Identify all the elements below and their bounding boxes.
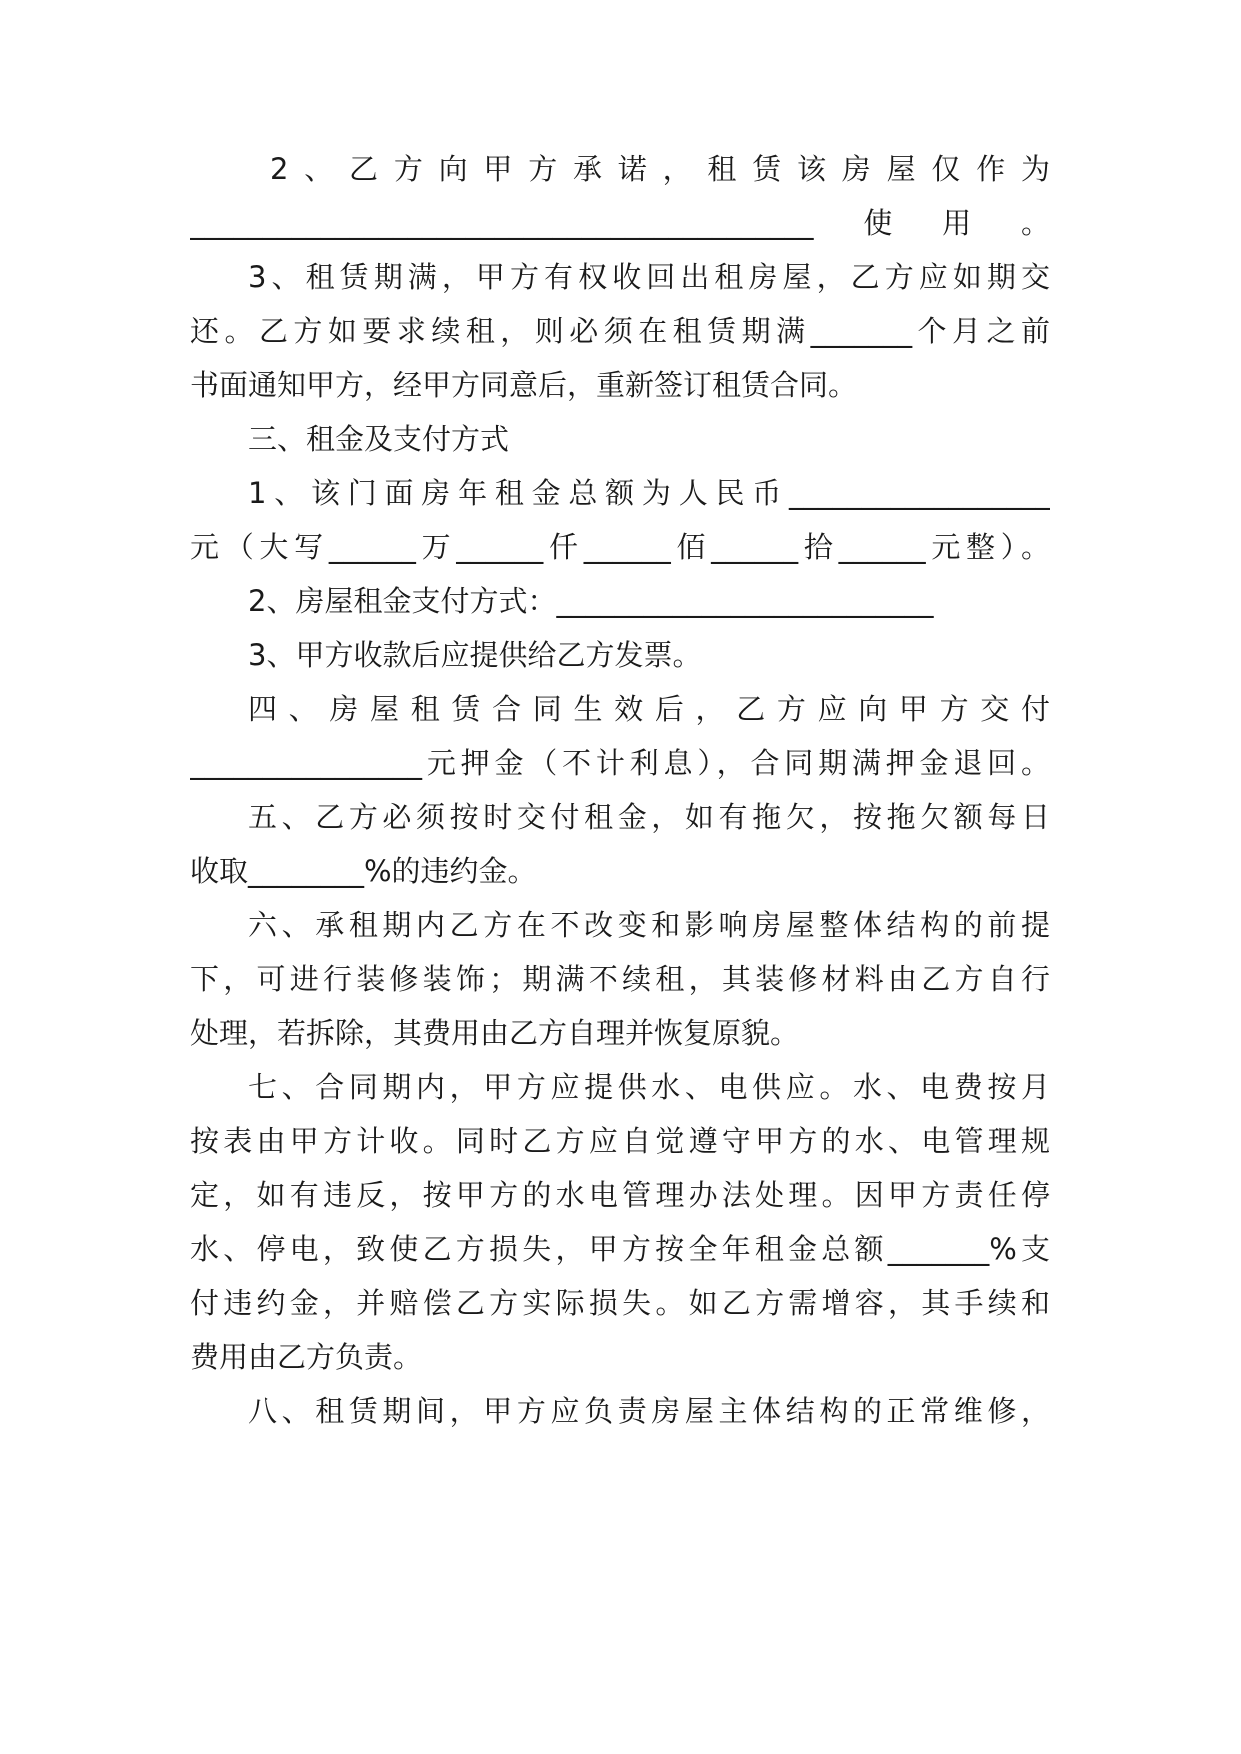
section-6-line-1: 六、承租期内乙方在不改变和影响房屋整体结构的前提 (248, 908, 1050, 942)
section-6-line-3: 处理，若拆除，其费用由乙方自理并恢复原貌。 (190, 1016, 800, 1050)
section-3-heading: 三、租金及支付方式 (248, 422, 510, 456)
section-7-line-4: 水、停电，致使乙方损失，甲方按全年租金总额_______%支 (190, 1232, 1050, 1266)
rent-clause-3: 3、甲方收款后应提供给乙方发票。 (248, 638, 702, 672)
section-4-line-1: 四、房屋租赁合同生效后，乙方应向甲方交付 (248, 692, 1050, 726)
rent-clause-2: 2、房屋租金支付方式：__________________________ (248, 584, 934, 618)
clause-3-term-line-3: 书面通知甲方，经甲方同意后，重新签订租赁合同。 (190, 368, 858, 402)
clause-3-term-line-1: 3、租赁期满，甲方有权收回出租房屋，乙方应如期交 (248, 260, 1050, 294)
rent-clause-1-line-1: 1、该门面房年租金总额为人民币__________________ (248, 476, 1050, 510)
section-7-line-6: 费用由乙方负责。 (190, 1340, 423, 1374)
section-7-line-1: 七、合同期内，甲方应提供水、电供应。水、电费按月 (248, 1070, 1050, 1104)
clause-3-term-line-2: 还。乙方如要求续租，则必须在租赁期满_______个月之前 (190, 314, 1050, 348)
clause-2-promise-line-1: 2、乙方向甲方承诺，租赁该房屋仅作为 (270, 152, 1050, 186)
section-7-line-5: 付违约金，并赔偿乙方实际损失。如乙方需增容，其手续和 (190, 1286, 1050, 1320)
rent-clause-1-line-2: 元（大写______万______仟______佰______拾______元整）。 (190, 530, 1050, 564)
section-7-line-2: 按表由甲方计收。同时乙方应自觉遵守甲方的水、电管理规 (190, 1124, 1050, 1158)
section-5-line-2: 收取________%的违约金。 (190, 854, 537, 888)
clause-2-promise-line-2: ___________________________________________使用。 (190, 206, 1050, 240)
section-8-line-1: 八、租赁期间，甲方应负责房屋主体结构的正常维修， (248, 1394, 1050, 1428)
section-5-line-1: 五、乙方必须按时交付租金，如有拖欠，按拖欠额每日 (248, 800, 1050, 834)
section-6-line-2: 下，可进行装修装饰；期满不续租，其装修材料由乙方自行 (190, 962, 1050, 996)
section-4-line-2: ________________元押金（不计利息），合同期满押金退回。 (190, 746, 1050, 780)
section-7-line-3: 定，如有违反，按甲方的水电管理办法处理。因甲方责任停 (190, 1178, 1050, 1212)
